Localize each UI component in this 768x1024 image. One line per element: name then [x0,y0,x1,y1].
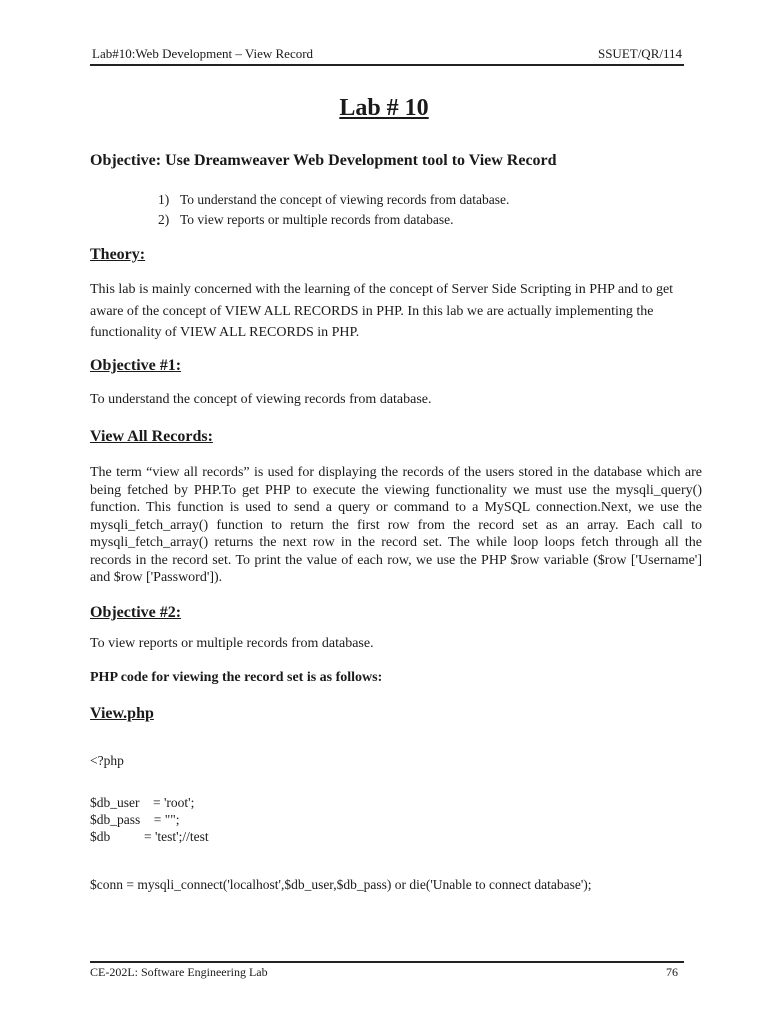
theory-heading: Theory: [90,246,146,263]
objective2-paragraph: To view reports or multiple records from database. [90,636,374,651]
page-number: 76 [666,965,678,979]
list-item [158,190,509,210]
list-item [158,210,509,230]
view-all-records-heading: View All Records: [90,428,213,445]
header-doc-code: SSUET/QR/114 [597,46,682,61]
php-variable-block: $db_user = 'root'; $db_pass = ""; $db = 'test';//test [90,795,209,844]
page-title [0,95,768,122]
php-connect-line: $conn = mysqli_connect('localhost',$db_user,$db_pass) or die('Unable to connect database'); [90,877,592,892]
view-all-records-paragraph: The term “view all records” is used for displaying the records of the users stored in the database which are being fetched by PHP.To get PHP to execute the viewing functionality we must use the mysqli_query() function. This function is used to send a query or command to a MySQL connection.Next, we use the mysqli_fetch_array() function to return the first row from the record set as an array. Each call to mysqli_fetch_array() returns the next row in the record set. The while loop loops fetch through all the records in the record set. To print the value of each row, we use the PHP $row variable ($row ['Username'] and $row ['Password']). [90,465,702,585]
page-footer [90,961,684,981]
objective-list [158,190,509,230]
list-item-text: To understand the concept of viewing records from database. [180,192,510,207]
list-item-number: 2) [158,212,170,227]
objective-statement: Objective: Use Dreamweaver Web Development tool to View Record [90,152,557,169]
theory-paragraph: This lab is mainly concerned with the learning of the concept of Server Side Scripting in PHP and to get aware of the concept of VIEW ALL RECORDS in PHP. In this lab we are actually implementing the functionality of VIEW ALL RECORDS in PHP. [90,282,674,340]
page-header [90,44,684,66]
objective1-heading: Objective #1: [90,357,182,374]
page-title-text: Lab # 10 [339,95,429,121]
objective1-paragraph: To understand the concept of viewing records from database. [90,392,432,407]
objective2-heading: Objective #2: [90,604,182,621]
list-item-text: To view reports or multiple records from database. [180,212,454,227]
list-item-number: 1) [158,192,170,207]
header-title: Lab#10:Web Development – View Record [92,46,314,61]
footer-course: CE-202L: Software Engineering Lab [90,965,268,979]
php-open-tag: <?php [90,753,124,768]
php-code-intro: PHP code for viewing the record set is as follows: [90,670,383,685]
view-php-heading: View.php [90,705,154,722]
